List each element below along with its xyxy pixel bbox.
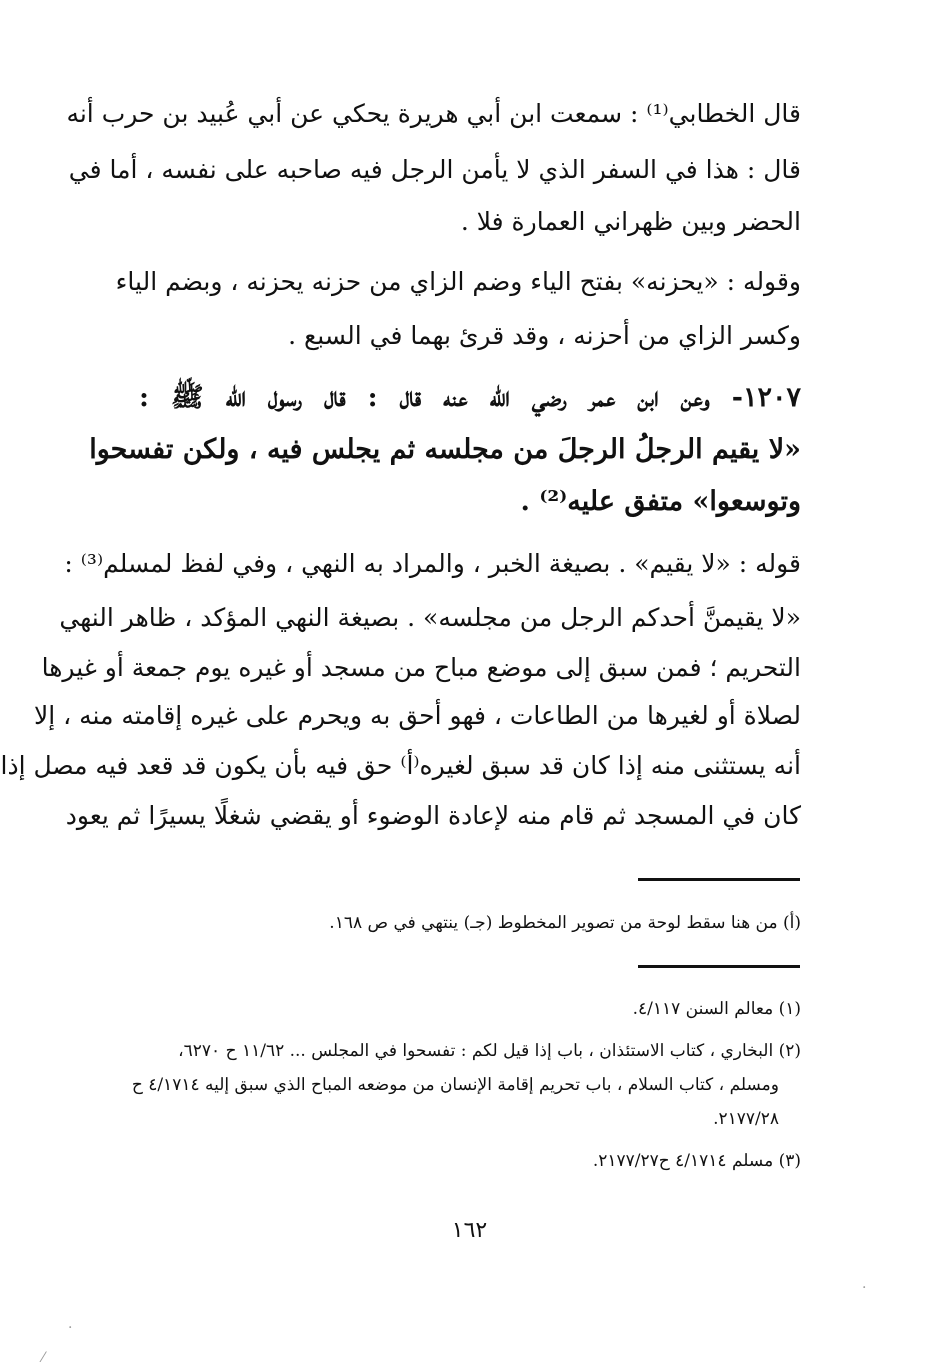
scan-speck: ·	[68, 1320, 73, 1336]
footnote-1: (١) معالم السنن ٤/١١٧.	[632, 999, 801, 1019]
body-line: قال الخطابي⁽¹⁾ : سمعت ابن أبي هريرة يحكي عن أبي عُبيد بن حرب أنه	[66, 99, 801, 128]
footnote-3: (٣) مسلم ٤/١٧١٤ ح٢١٧٧/٢٧.	[592, 1151, 801, 1171]
body-line: «لا يقيمنَّ أحدكم الرجل من مجلسه» . بصيغة النهي المؤكد ، ظاهر النهي	[59, 603, 801, 632]
body-line: قوله : «لا يقيم» . بصيغة الخبر ، والمراد به النهي ، وفي لفظ لمسلم⁽³⁾ :	[64, 549, 801, 578]
scan-speck: ·	[862, 1280, 867, 1296]
scan-speck: ⁄	[42, 1350, 45, 1366]
hadith-line: ١٢٠٧- وعن ابن عمر رضي الله عنه قال : قال رسول الله ﷺ :	[139, 382, 801, 413]
hadith-line: «لا يقيم الرجلُ الرجلَ من مجلسه ثم يجلس فيه ، ولكن تفسحوا	[89, 434, 801, 465]
note-separator	[638, 878, 800, 881]
footnote-2-cont: ٢١٧٧/٢٨.	[713, 1109, 779, 1129]
page-number: ١٦٢	[451, 1218, 488, 1243]
body-line: أنه يستثنى منه إذا كان قد سبق لغيره⁽أ⁾ حق فيه بأن يكون قد قعد فيه مصل إذا	[0, 751, 801, 780]
hadith-line: وتوسعوا» متفق عليه⁽²⁾ .	[520, 486, 801, 517]
editor-note: (أ) من هنا سقط لوحة من تصوير المخطوط (جـ) ينتهي في ص ١٦٨.	[329, 913, 801, 933]
body-line: وكسر الزاي من أحزنه ، وقد قرئ بهما في السبع .	[288, 321, 801, 350]
body-line: التحريم ؛ فمن سبق إلى موضع مباح من مسجد أو غيره يوم جمعة أو غيرها	[41, 653, 801, 682]
body-line: قال : هذا في السفر الذي لا يأمن الرجل فيه صاحبه على نفسه ، أما في	[68, 155, 801, 184]
footnote-2: (٢) البخاري ، كتاب الاستئذان ، باب إذا قيل لكم : تفسحوا في المجلس ... ١١/٦٢ ح ٦٢٧٠،	[178, 1041, 801, 1061]
footnote-separator	[638, 965, 800, 968]
footnote-2-cont: ومسلم ، كتاب السلام ، باب تحريم إقامة الإنسان من موضعه المباح الذي سبق إليه ٤/١٧١٤ ح	[131, 1075, 779, 1095]
body-line: كان في المسجد ثم قام منه لإعادة الوضوء أو يقضي شغلًا يسيرًا ثم يعود	[65, 801, 801, 830]
body-line: وقوله : «يحزنه» بفتح الياء وضم الزاي من حزنه يحزنه ، وبضم الياء	[115, 267, 801, 296]
body-line: لصلاة أو لغيرها من الطاعات ، فهو أحق به ويحرم على غيره إقامته منه ، إلا	[33, 701, 801, 730]
body-line: الحضر وبين ظهراني العمارة فلا .	[460, 207, 801, 236]
